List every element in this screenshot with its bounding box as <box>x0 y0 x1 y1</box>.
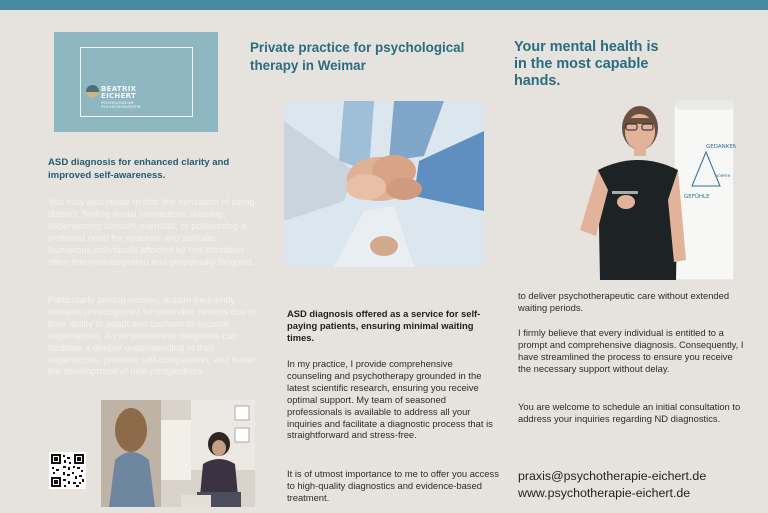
qr-code[interactable] <box>49 452 86 489</box>
contact-website-link[interactable]: www.psychotherapie-eichert.de <box>518 485 691 500</box>
logo <box>54 32 218 132</box>
col2-subheading: ASD diagnosis offered as a service for self-paying patients, ensuring minimal waiting times. <box>287 308 481 343</box>
therapist-photo <box>578 90 736 280</box>
flipchart-label-3: KÖRPER <box>716 174 731 178</box>
logo-name: BEATRIX EICHERT <box>101 85 137 100</box>
col3-heading: Your mental health is in the most capable hands. <box>514 39 659 89</box>
col2-paragraph-2: It is of utmost importance to me to offer you access to high-quality diagnostics and evidence-based treatment. <box>287 468 499 503</box>
flipchart-label-1: GEDANKEN <box>706 144 736 150</box>
col1-paragraph-1: You may also relate to this: the sensation of being distinct, finding social interactions draining, experiencing sensory overload, or possessing a profound need for structure and solitude. Numerous individuals affected by this condition often feel misinterpreted and perpetually fatigued. <box>48 196 255 267</box>
therapist-illustration <box>578 90 736 280</box>
col1-heading: ASD diagnosis for enhanced clarity and improved self-awareness. <box>48 157 230 181</box>
col3-paragraph-2: You are welcome to schedule an initial consultation to address your inquiries regarding ND diagnostics. <box>518 401 741 424</box>
therapy-session-illustration <box>101 400 255 507</box>
col3-paragraph-0: to deliver psychotherapeutic care without extended waiting periods. <box>518 290 730 313</box>
flipchart-label-2: GEFÜHLE <box>684 194 710 200</box>
col2-paragraph-1: In my practice, I provide comprehensive counseling and psychotherapy grounded in the latest scientific research, ensuring you receive optimal support. My team of seasoned professionals is available to address all your inquiries and facilitate a diagnostic process that is straightforward and stress-free. <box>287 358 493 441</box>
therapy-session-photo <box>101 400 255 507</box>
col3-paragraph-1: I firmly believe that every individual is entitled to a prompt and comprehensive diagnosis. Consequently, I have streamlined the process to ensure you receive the necessary support without delay. <box>518 327 744 374</box>
top-color-bar <box>0 0 768 10</box>
logo-subtitle: PSYCHOLOGISCHE PSYCHOTHERAPEUTIN <box>101 101 141 110</box>
col2-heading: Private practice for psychological therapy in Weimar <box>250 40 465 73</box>
contact-email-link[interactable]: praxis@psychotherapie-eichert.de <box>518 469 707 483</box>
hands-together-photo <box>284 101 484 267</box>
team-hands-illustration <box>284 101 484 267</box>
qr-code-icon <box>49 452 86 489</box>
logo-mark-icon <box>86 85 99 98</box>
col1-paragraph-2: Particularly among women, autism frequently remains unrecognized for extended periods due to their ability to adapt and conform to societal expectations. A comprehensive diagnosis can facilitate a deeper understanding of their experiences, promote self-compassion, and foster the development of new perspectives. <box>48 294 257 377</box>
